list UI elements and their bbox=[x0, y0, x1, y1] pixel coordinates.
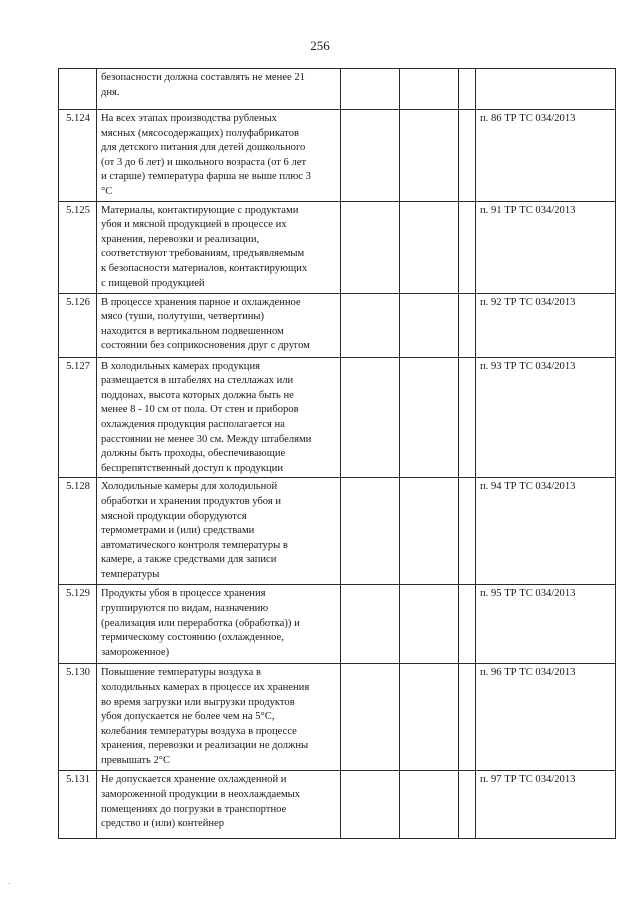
empty-cell bbox=[400, 110, 459, 202]
table-row bbox=[59, 201, 616, 293]
table-row bbox=[59, 771, 616, 839]
empty-cell bbox=[341, 585, 400, 664]
table-row bbox=[59, 110, 616, 202]
requirement-text: Продукты убоя в процессе хранения группируются по видам, назначению (реализация или переработка (обработка)) и термическому состоянию (охлажденное, замороженное) bbox=[97, 585, 341, 664]
row-number: 5.130 bbox=[59, 664, 97, 771]
regulation-reference: п. 92 ТР ТС 034/2013 bbox=[476, 293, 616, 357]
requirement-text: В холодильных камерах продукция размещается в штабелях на стеллажах или поддонах, высота которых должна быть не менее 8 - 10 см от пола. От стен и приборов охлаждения продукция располагается на расстоянии не менее 30 см. Между штабелями должны быть проходы, обеспечивающие беспрепятственный доступ к продукции bbox=[97, 357, 341, 478]
empty-cell bbox=[341, 293, 400, 357]
empty-cell bbox=[459, 664, 476, 771]
requirement-text: Холодильные камеры для холодильной обработки и хранения продуктов убоя и мясной продукции оборудуются термометрами и (или) средствами автоматического контроля температуры в камере, а также средствами для записи температуры bbox=[97, 478, 341, 585]
empty-cell bbox=[341, 69, 400, 110]
empty-cell bbox=[341, 771, 400, 839]
margin-mark: . bbox=[8, 877, 10, 886]
row-number: 5.125 bbox=[59, 201, 97, 293]
requirement-text: В процессе хранения парное и охлажденное мясо (туши, полутуши, четвертины) находится в вертикальном подвешенном состоянии без соприкосновения друг с другом bbox=[97, 293, 341, 357]
empty-cell bbox=[400, 771, 459, 839]
row-number bbox=[59, 69, 97, 110]
requirement-text: На всех этапах производства рубленых мясных (мясосодержащих) полуфабрикатов для детского питания для детей дошкольного (от 3 до 6 лет) и школьного возраста (от 6 лет и старше) температура фарша не выше плюс 3 °С bbox=[97, 110, 341, 202]
empty-cell bbox=[459, 478, 476, 585]
empty-cell bbox=[341, 478, 400, 585]
empty-cell bbox=[459, 771, 476, 839]
regulation-reference: п. 95 ТР ТС 034/2013 bbox=[476, 585, 616, 664]
empty-cell bbox=[400, 357, 459, 478]
empty-cell bbox=[459, 585, 476, 664]
row-number: 5.131 bbox=[59, 771, 97, 839]
empty-cell bbox=[459, 201, 476, 293]
empty-cell bbox=[400, 293, 459, 357]
requirement-text: Материалы, контактирующие с продуктами убоя и мясной продукцией в процессе их хранения, перевозки и реализации, соответствуют требованиям, предъявляемым к безопасности материалов, контактирующих с пищевой продукцией bbox=[97, 201, 341, 293]
table-row bbox=[59, 478, 616, 585]
regulation-reference bbox=[476, 69, 616, 110]
empty-cell bbox=[459, 110, 476, 202]
requirement-text: безопасности должна составлять не менее 21 дня. bbox=[97, 69, 341, 110]
empty-cell bbox=[341, 664, 400, 771]
row-number: 5.127 bbox=[59, 357, 97, 478]
regulation-reference: п. 91 ТР ТС 034/2013 bbox=[476, 201, 616, 293]
requirements-table bbox=[58, 68, 616, 839]
table-row bbox=[59, 357, 616, 478]
empty-cell bbox=[400, 585, 459, 664]
empty-cell bbox=[400, 478, 459, 585]
empty-cell bbox=[400, 69, 459, 110]
empty-cell bbox=[341, 201, 400, 293]
empty-cell bbox=[400, 201, 459, 293]
table-row bbox=[59, 664, 616, 771]
empty-cell bbox=[459, 357, 476, 478]
regulation-reference: п. 97 ТР ТС 034/2013 bbox=[476, 771, 616, 839]
row-number: 5.128 bbox=[59, 478, 97, 585]
regulation-reference: п. 93 ТР ТС 034/2013 bbox=[476, 357, 616, 478]
table-row bbox=[59, 69, 616, 110]
row-number: 5.129 bbox=[59, 585, 97, 664]
regulation-reference: п. 86 ТР ТС 034/2013 bbox=[476, 110, 616, 202]
requirement-text: Не допускается хранение охлажденной и замороженной продукции в неохлаждаемых помещениях до погрузки в транспортное средство и (или) контейнер bbox=[97, 771, 341, 839]
table-row bbox=[59, 293, 616, 357]
empty-cell bbox=[459, 293, 476, 357]
empty-cell bbox=[341, 357, 400, 478]
row-number: 5.124 bbox=[59, 110, 97, 202]
empty-cell bbox=[459, 69, 476, 110]
table-row bbox=[59, 585, 616, 664]
regulation-reference: п. 96 ТР ТС 034/2013 bbox=[476, 664, 616, 771]
requirement-text: Повышение температуры воздуха в холодильных камерах в процессе их хранения во время загрузки или выгрузки продуктов убоя допускается не более чем на 5°С, колебания температуры воздуха в процессе хранения, перевозки и реализации не должны превышать 2°С bbox=[97, 664, 341, 771]
regulation-reference: п. 94 ТР ТС 034/2013 bbox=[476, 478, 616, 585]
empty-cell bbox=[400, 664, 459, 771]
row-number: 5.126 bbox=[59, 293, 97, 357]
page-number: 256 bbox=[310, 38, 330, 53]
empty-cell bbox=[341, 110, 400, 202]
